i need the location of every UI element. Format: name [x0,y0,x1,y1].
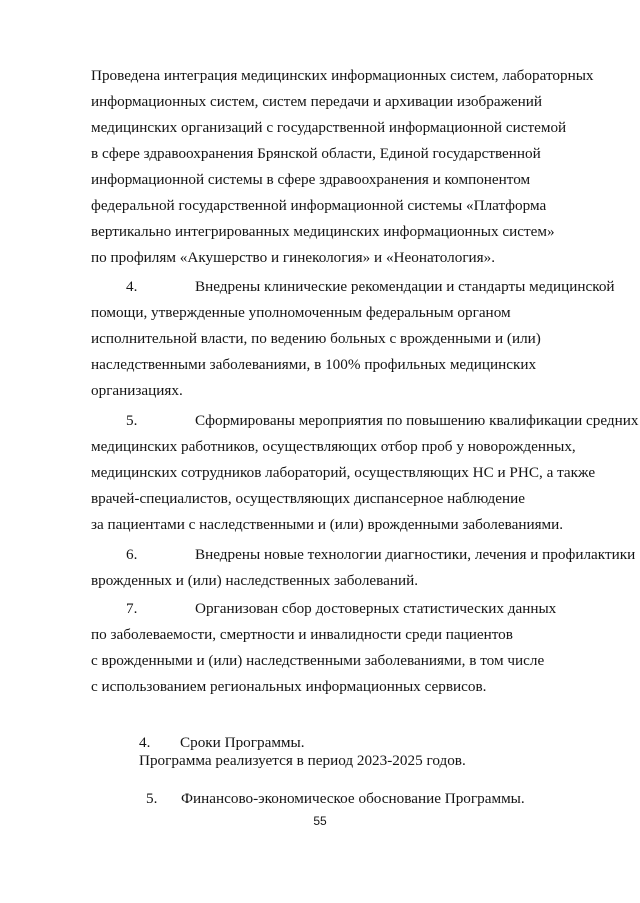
text-line: информационной системы в сфере здравоохранения и компонентом [91,171,531,188]
text-line: с врожденными и (или) наследственными заболеваниями, в том числе [91,652,545,669]
text-line: исполнительной власти, по ведению больных с врожденными и (или) [91,330,541,347]
text-line [91,274,615,300]
item-number: 6. [126,546,138,563]
text-line: Проведена интеграция медицинских информационных систем, лабораторных [91,67,594,84]
text-line: врожденных и (или) наследственных заболеваний. [91,572,419,589]
text-line: медицинских организаций с государственной информационной системой [91,119,567,136]
text-line: по профилям «Акушерство и гинекология» и «Неонатология». [91,249,496,266]
text-line [91,542,636,568]
list-item-7 [91,596,598,700]
item-first-line: Организован сбор достоверных статистических данных [195,600,557,617]
section-title: Финансово-экономическое обоснование Программы. [180,790,525,807]
text-line: помощи, утвержденные уполномоченным федеральным органом [91,304,511,321]
text-line: врачей-специалистов, осуществляющих диспансерное наблюдение [91,490,525,507]
text-line: информационных систем, систем передачи и архивации изображений [91,93,542,110]
section-heading-5 [146,786,525,812]
list-item-5 [91,408,639,538]
text-line: медицинских сотрудников лабораторий, осуществляющих НС и РНС, а также [91,464,596,481]
item-number: 4. [126,278,138,295]
item-first-line: Внедрены новые технологии диагностики, лечения и профилактики [195,546,636,563]
section-number: 4. [139,734,151,751]
text-line: в сфере здравоохранения Брянской области, Единой государственной [91,145,541,162]
text-line: организациях. [91,382,183,399]
item-first-line: Внедрены клинические рекомендации и стандарты медицинской [195,278,615,295]
section-4-text: Программа реализуется в период 2023-2025 годов. [139,752,466,769]
text-line: медицинских работников, осуществляющих отбор проб у новорожденных, [91,438,576,455]
text-line [91,596,598,622]
text-line [91,408,639,434]
item-number: 5. [126,412,138,429]
text-line: с использованием региональных информационных сервисов. [91,678,487,695]
list-item-6 [91,542,636,594]
paragraph-integration [91,63,598,271]
item-first-line: Сформированы мероприятия по повышению квалификации средних [195,412,639,429]
item-number: 7. [126,600,138,617]
text-line: федеральной государственной информационной системы «Платформа [91,197,547,214]
section-title: Сроки Программы. [179,734,305,751]
text-line: наследственными заболеваниями, в 100% профильных медицинских [91,356,537,373]
text-line: вертикально интегрированных медицинских информационных систем» [91,223,555,240]
section-number: 5. [146,790,158,807]
page-number: 55 [313,814,327,828]
list-item-4 [91,274,615,404]
text-line: по заболеваемости, смертности и инвалидности среди пациентов [91,626,513,643]
text-line: за пациентами с наследственными и (или) врожденными заболеваниями. [91,516,564,533]
